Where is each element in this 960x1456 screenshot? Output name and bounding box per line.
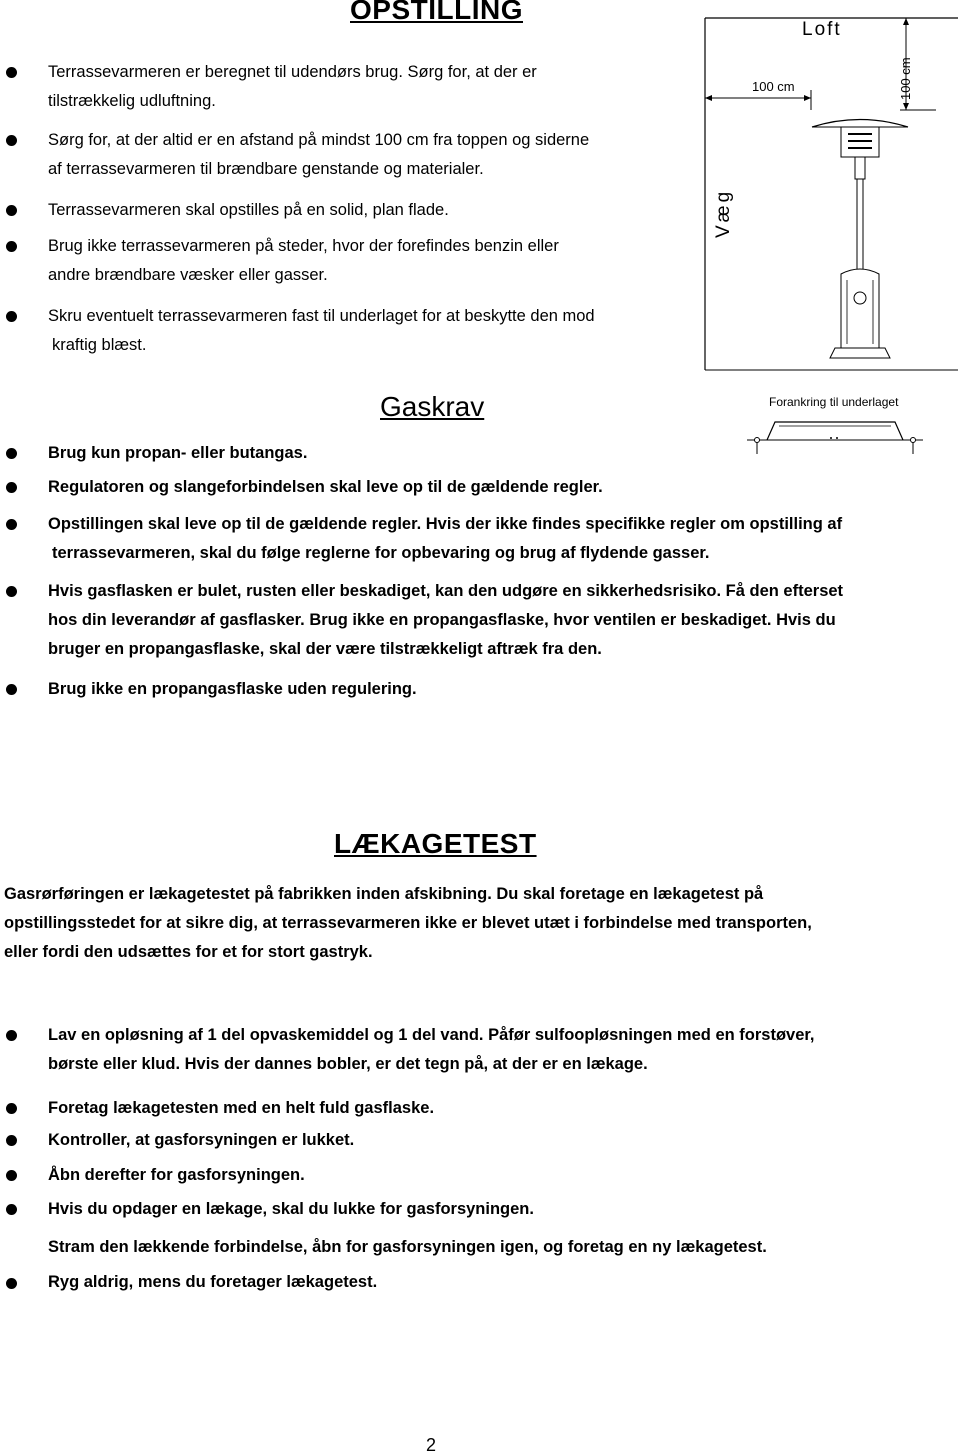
bullet-text: Brug kun propan- eller butangas. [48,444,308,462]
bullet-text: Foretag lækagetesten med en helt fuld gasflaske. [48,1099,435,1117]
section-title-laekagetest: LÆKAGETEST [334,828,537,859]
bullet-text: Terrassevarmeren er beregnet til udendørs brug. Sørg for, at der er tilstrækkelig udluftning. [48,63,537,110]
wall-label: Væg [713,188,734,238]
bullet-text: Sørg for, at der altid er en afstand på mindst 100 cm fra toppen og siderne af terrassevarmeren til brændbare genstande og materialer. [48,131,590,178]
bullet-icon [6,684,17,695]
bullet-text: Opstillingen skal leve op til de gældende regler. Hvis der ikke findes specifikke regler om opstilling af terrassevarmeren, skal du følge reglerne for opbevaring og brug af flydende gasser. [48,515,843,562]
bullet-icon [6,482,17,493]
bullet-text: Hvis gasflasken er bulet, rusten eller beskadiget, kan den udgøre en sikkerhedsrisiko. Få den efterset hos din leverandør af gasflasker. Brug ikke en propangasflaske, hvor ventilen er beskadiget. Hvis du bruger en propangasflaske, skal der være tilstrækkeligt aftræk fra den. [48,582,844,658]
bullet-icon [6,1103,17,1114]
bullet-text: Skru eventuelt terrassevarmeren fast til underlaget for at beskytte den mod kraftig blæst. [48,307,595,354]
bullet-text: Regulatoren og slangeforbindelsen skal leve op til de gældende regler. [48,478,603,496]
bullet-text: Ryg aldrig, mens du foretager lækagetest. [48,1273,378,1291]
bullet-text: Åbn derefter for gasforsyningen. [48,1166,305,1184]
bullet-icon [6,1170,17,1181]
bullet-icon [6,1204,17,1215]
bullet-icon [6,1135,17,1146]
reflector-shape [812,120,908,128]
section-title-gaskrav: Gaskrav [380,391,485,422]
bullet-icon [6,448,17,459]
bullet-icon [6,311,17,322]
bullet-text: Lav en opløsning af 1 del opvaskemiddel og 1 del vand. Påfør sulfoopløsningen med en forstøver, børste eller klud. Hvis der dannes bobler, er det tegn på, at der er en lækage. [48,1026,815,1073]
bullet-text: Brug ikke terrassevarmeren på steder, hvor der forefindes benzin eller andre brændbare væsker eller gasser. [48,237,559,284]
bullet-icon [6,519,17,530]
section-title-opstilling: OPSTILLING [350,0,523,25]
vertical-distance-label: 100 cm [898,57,913,100]
bullet-icon [6,241,17,252]
bullet-icon [6,135,17,146]
bullet-icon [6,1030,17,1041]
bullet-text: Terrassevarmeren skal opstilles på en solid, plan flade. [48,201,449,219]
bullet-text: Hvis du opdager en lækage, skal du lukke for gasforsyningen. [48,1200,534,1218]
bullet-text: Kontroller, at gasforsyningen er lukket. [48,1131,355,1149]
anchor-label: Forankring til underlaget [769,395,899,409]
ceiling-label: Loft [802,19,842,40]
bullet-icon [6,67,17,78]
page-number: 2 [426,1435,437,1455]
bullet-icon [6,586,17,597]
anchor-diagram [745,414,925,460]
horizontal-distance-label: 100 cm [752,79,795,94]
intro-paragraph: Gasrørføringen er lækagetestet på fabrikken inden afskibning. Du skal foretage en lækagetest på opstillingsstedet for at sikre dig, at terrassevarmeren ikke er blevet utæt i forbindelse med transporten, eller fordi den udsættes for et for stort gastryk. [4,885,812,961]
note-text: Stram den lækkende forbindelse, åbn for gasforsyningen igen, og foretag en ny lækagetest. [48,1238,767,1256]
knob-icon [854,292,866,304]
clearance-diagram [700,12,960,372]
bullet-icon [6,1278,17,1289]
bullet-icon [6,205,17,216]
bullet-text: Brug ikke en propangasflaske uden regulering. [48,680,417,698]
